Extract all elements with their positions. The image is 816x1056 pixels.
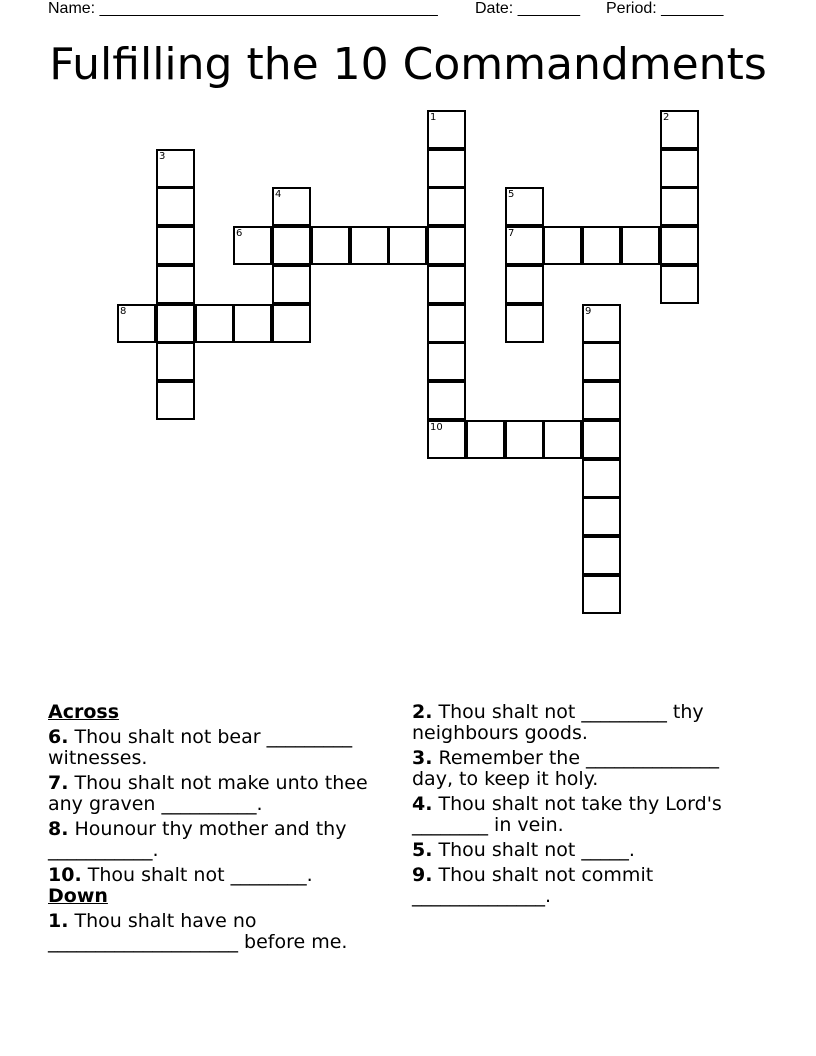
clue-text: Thou shalt not _____.: [432, 839, 635, 861]
crossword-cell[interactable]: [660, 226, 699, 265]
crossword-cell[interactable]: [117, 304, 156, 343]
clue-text: Thou shalt not ________.: [81, 864, 313, 886]
crossword-cell[interactable]: [505, 226, 544, 265]
clue-number: 9.: [412, 864, 433, 886]
crossword-cell[interactable]: [388, 226, 427, 265]
crossword-cell[interactable]: [272, 187, 311, 226]
crossword-cell[interactable]: [427, 149, 466, 188]
clue-text: Thou shalt not _________ thy neighbours goods.: [412, 701, 704, 744]
crossword-cell[interactable]: [350, 226, 389, 265]
clue-down-4: [412, 794, 757, 836]
clue-number: 3.: [412, 747, 433, 769]
clue-number-label: 6: [236, 228, 243, 239]
crossword-cell[interactable]: [543, 420, 582, 459]
crossword-cell[interactable]: [582, 226, 621, 265]
crossword-cell[interactable]: [621, 226, 660, 265]
crossword-cell[interactable]: [582, 497, 621, 536]
crossword-cell[interactable]: [272, 304, 311, 343]
clue-across-7: [48, 773, 393, 815]
clue-number-label: 8: [120, 306, 127, 317]
clue-text: Hounour thy mother and thy ___________.: [48, 818, 347, 861]
down-heading: Down: [48, 885, 108, 907]
crossword-cell[interactable]: [660, 265, 699, 304]
crossword-cell[interactable]: [233, 304, 272, 343]
crossword-cell[interactable]: [156, 149, 195, 188]
crossword-cell[interactable]: [582, 342, 621, 381]
clue-across-6: [48, 727, 393, 769]
clue-text: Thou shalt not make unto thee any graven __________.: [48, 772, 368, 815]
crossword-cell[interactable]: [582, 304, 621, 343]
crossword-cell[interactable]: [272, 226, 311, 265]
crossword-cell[interactable]: [311, 226, 350, 265]
clue-down-5: [412, 840, 757, 861]
crossword-cell[interactable]: [505, 187, 544, 226]
crossword-cell[interactable]: [582, 459, 621, 498]
clue-down-3: [412, 748, 757, 790]
clue-across-10: [48, 865, 393, 886]
crossword-cell[interactable]: [272, 265, 311, 304]
crossword-cell[interactable]: [156, 187, 195, 226]
crossword-cell[interactable]: [660, 149, 699, 188]
clue-down-9: [412, 865, 757, 907]
clue-number: 10.: [48, 864, 82, 886]
clue-text: Remember the ______________ day, to keep it holy.: [412, 747, 720, 790]
crossword-cell[interactable]: [427, 110, 466, 149]
crossword-cell[interactable]: [466, 420, 505, 459]
clue-down-1: [48, 911, 393, 953]
crossword-cell[interactable]: [156, 265, 195, 304]
crossword-cell[interactable]: [427, 304, 466, 343]
clue-number-label: 5: [508, 189, 515, 200]
clue-number: 5.: [412, 839, 433, 861]
date-field[interactable]: Date: _______: [475, 0, 580, 17]
crossword-cell[interactable]: [156, 342, 195, 381]
name-field[interactable]: Name: ______________________________________: [48, 0, 438, 17]
crossword-cell[interactable]: [505, 265, 544, 304]
clue-text: Thou shalt not bear _________ witnesses.: [48, 726, 353, 769]
clue-across-8: [48, 819, 393, 861]
page-title: Fulfilling the 10 Commandments: [49, 39, 767, 90]
crossword-cell[interactable]: [582, 575, 621, 614]
crossword-cell[interactable]: [427, 187, 466, 226]
crossword-cell[interactable]: [156, 304, 195, 343]
across-heading: Across: [48, 701, 120, 723]
clue-number: 1.: [48, 910, 69, 932]
clue-down-2: [412, 702, 757, 744]
crossword-cell[interactable]: [427, 226, 466, 265]
clue-text: Thou shalt have no ____________________ before me.: [48, 910, 348, 953]
crossword-cell[interactable]: [582, 381, 621, 420]
clue-number: 4.: [412, 793, 433, 815]
crossword-cell[interactable]: [505, 304, 544, 343]
clue-number-label: 4: [275, 189, 282, 200]
crossword-cell[interactable]: [427, 265, 466, 304]
clues-left-column: [48, 702, 393, 957]
crossword-cell[interactable]: [195, 304, 234, 343]
clues-right-column: [412, 702, 757, 911]
crossword-cell[interactable]: [427, 381, 466, 420]
clue-number: 8.: [48, 818, 69, 840]
crossword-cell[interactable]: [156, 226, 195, 265]
clue-text: Thou shalt not take thy Lord's ________ in vein.: [412, 793, 722, 836]
clue-text: Thou shalt not commit ______________.: [412, 864, 654, 907]
crossword-cell[interactable]: [660, 110, 699, 149]
crossword-cell[interactable]: [543, 226, 582, 265]
crossword-cell[interactable]: [233, 226, 272, 265]
crossword-cell[interactable]: [156, 381, 195, 420]
clue-number-label: 3: [159, 151, 166, 162]
clue-number: 6.: [48, 726, 69, 748]
clue-number-label: 7: [508, 228, 515, 239]
clue-number-label: 10: [430, 422, 443, 433]
clue-number-label: 1: [430, 112, 437, 123]
clue-number-label: 9: [585, 306, 592, 317]
period-field[interactable]: Period: _______: [606, 0, 724, 17]
crossword-cell[interactable]: [582, 420, 621, 459]
clue-number: 2.: [412, 701, 433, 723]
crossword-cell[interactable]: [505, 420, 544, 459]
crossword-cell[interactable]: [582, 536, 621, 575]
clue-number-label: 2: [663, 112, 670, 123]
crossword-cell[interactable]: [427, 420, 466, 459]
clue-number: 7.: [48, 772, 69, 794]
crossword-cell[interactable]: [427, 342, 466, 381]
crossword-cell[interactable]: [660, 187, 699, 226]
